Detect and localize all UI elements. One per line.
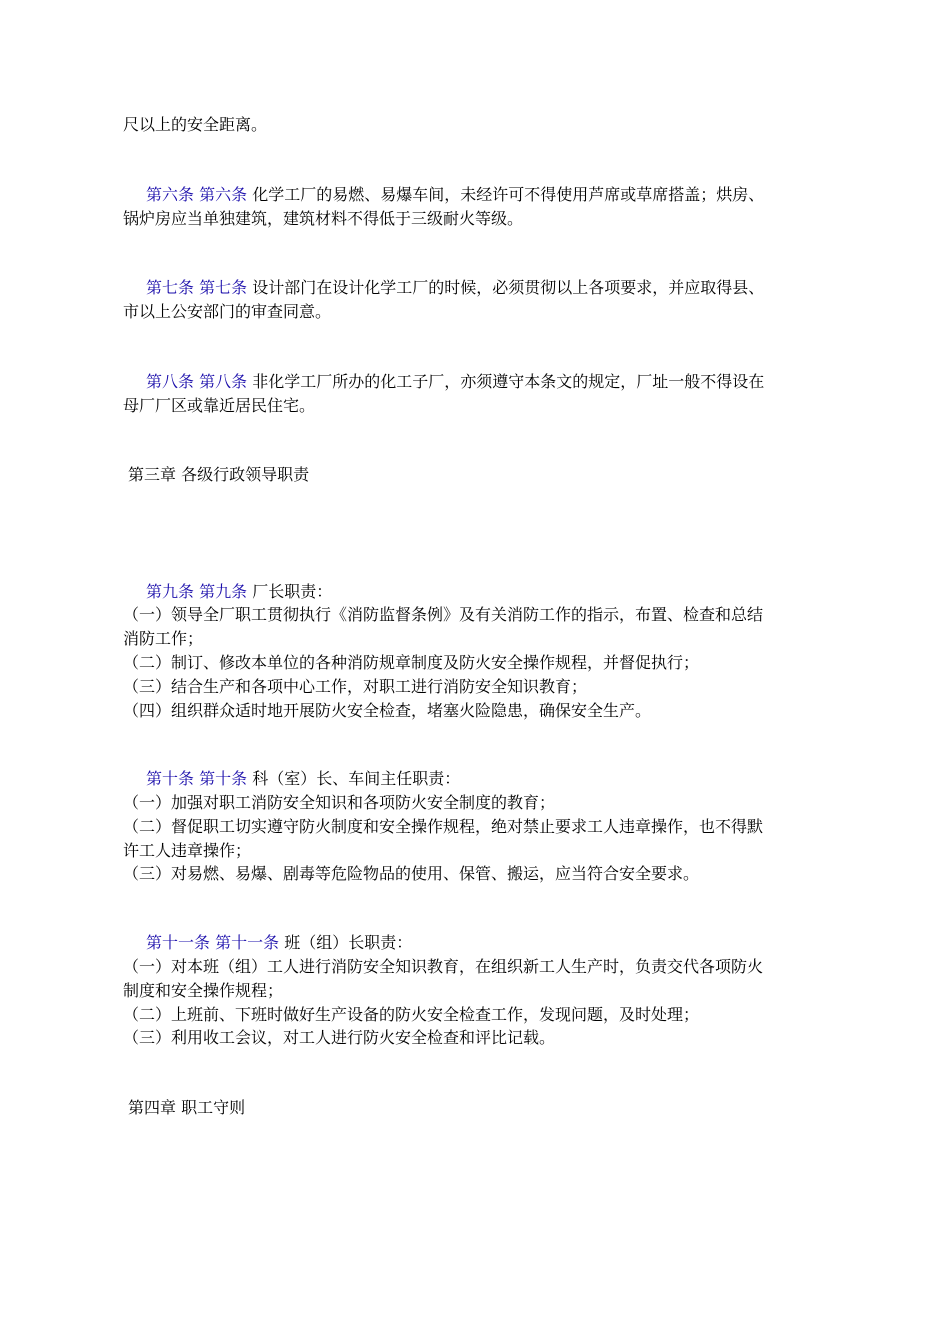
article-11-number[interactable]: 第十一条 xyxy=(215,933,280,952)
article-8-line-1 xyxy=(146,370,764,394)
article-10-item: 许工人违章操作； xyxy=(123,841,252,860)
article-9-heading xyxy=(146,580,332,604)
article-9-item: （二）制订、修改本单位的各种消防规章制度及防火安全操作规程，并督促执行； xyxy=(123,653,700,672)
article-8-link[interactable]: 第八条 xyxy=(146,372,195,391)
article-9-item: （一）领导全厂职工贯彻执行《消防监督条例》及有关消防工作的指示，布置、检查和总结 xyxy=(123,605,764,624)
article-7-text: 设计部门在设计化学工厂的时候，必须贯彻以上各项要求，并应取得县、 xyxy=(252,278,765,297)
article-7-number[interactable]: 第七条 xyxy=(199,278,248,297)
article-7-line-2: 市以上公安部门的审查同意。 xyxy=(123,302,332,321)
article-11-heading-text: 班（组）长职责： xyxy=(284,933,413,952)
article-10-item: （二）督促职工切实遵守防火制度和安全操作规程，绝对禁止要求工人违章操作，也不得默 xyxy=(123,817,764,836)
article-8-text: 非化学工厂所办的化工子厂，亦须遵守本条文的规定，厂址一般不得设在 xyxy=(252,372,765,391)
article-6-number[interactable]: 第六条 xyxy=(199,185,248,204)
intro-line: 尺以上的安全距离。 xyxy=(123,115,268,134)
article-10-item: （一）加强对职工消防安全知识和各项防火安全制度的教育； xyxy=(123,793,556,812)
article-6-text: 化学工厂的易燃、易爆车间，未经许可不得使用芦席或草席搭盖；烘房、 xyxy=(252,185,765,204)
article-9-item: 消防工作； xyxy=(123,629,204,648)
article-9-item: （四）组织群众适时地开展防火安全检查，堵塞火险隐患，确保安全生产。 xyxy=(123,701,652,720)
article-9-number[interactable]: 第九条 xyxy=(199,582,248,601)
article-9-item: （三）结合生产和各项中心工作，对职工进行消防安全知识教育； xyxy=(123,677,588,696)
article-7-link[interactable]: 第七条 xyxy=(146,278,195,297)
article-11-item: 制度和安全操作规程； xyxy=(123,981,284,1000)
article-6-line-2: 锅炉房应当单独建筑，建筑材料不得低于三级耐火等级。 xyxy=(123,209,524,228)
chapter-3-title: 第三章 各级行政领导职责 xyxy=(128,465,310,484)
article-11-link[interactable]: 第十一条 xyxy=(146,933,211,952)
article-9-link[interactable]: 第九条 xyxy=(146,582,195,601)
article-6-link[interactable]: 第六条 xyxy=(146,185,195,204)
article-9-heading-text: 厂长职责： xyxy=(252,582,333,601)
article-8-number[interactable]: 第八条 xyxy=(199,372,248,391)
article-10-link[interactable]: 第十条 xyxy=(146,769,195,788)
article-11-item: （一）对本班（组）工人进行消防安全知识教育，在组织新工人生产时，负责交代各项防火 xyxy=(123,957,764,976)
article-10-item: （三）对易燃、易爆、剧毒等危险物品的使用、保管、搬运，应当符合安全要求。 xyxy=(123,864,700,883)
article-10-number[interactable]: 第十条 xyxy=(199,769,248,788)
chapter-4-title: 第四章 职工守则 xyxy=(128,1098,246,1117)
article-10-heading xyxy=(146,767,460,791)
article-8-line-2: 母厂厂区或靠近居民住宅。 xyxy=(123,396,316,415)
article-6-line-1 xyxy=(146,183,764,207)
article-7-line-1 xyxy=(146,276,764,300)
article-11-heading xyxy=(146,931,412,955)
article-11-item: （二）上班前、下班时做好生产设备的防火安全检查工作，发现问题，及时处理； xyxy=(123,1005,700,1024)
article-10-heading-text: 科（室）长、车间主任职责： xyxy=(252,769,461,788)
article-11-item: （三）利用收工会议，对工人进行防火安全检查和评比记载。 xyxy=(123,1028,556,1047)
